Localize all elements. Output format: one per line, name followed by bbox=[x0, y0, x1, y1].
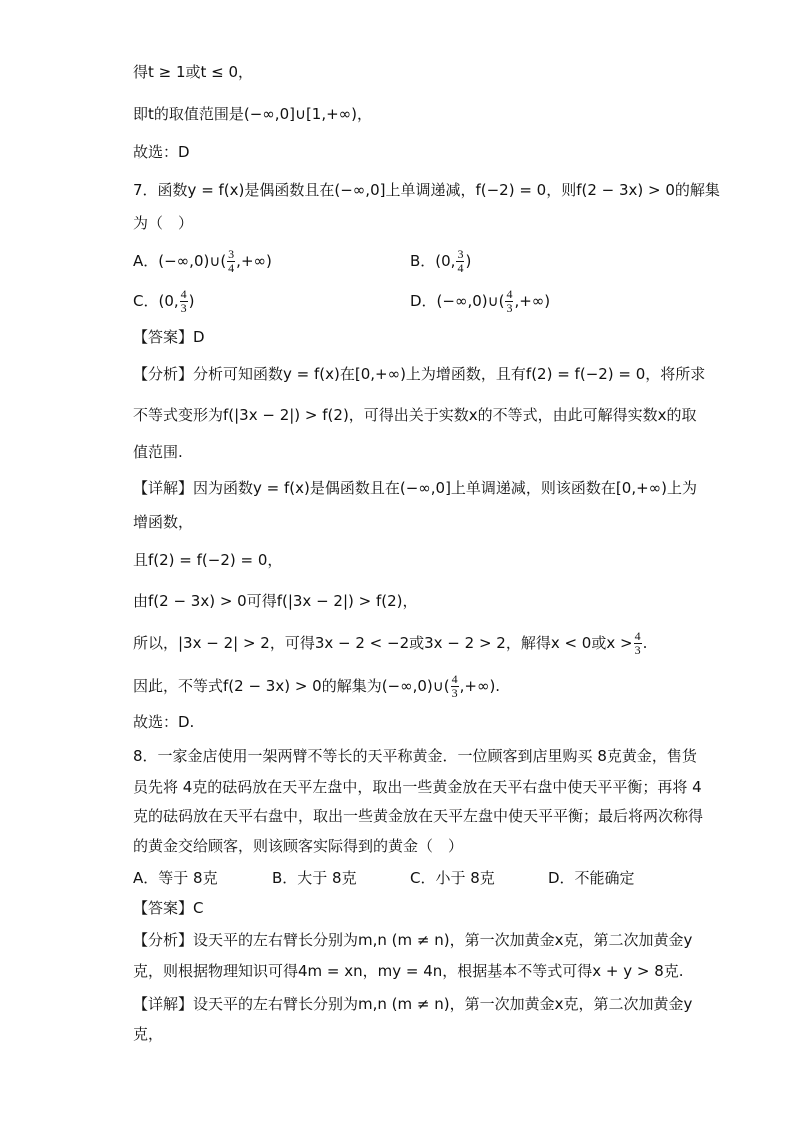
q8-option-d: D．不能确定 bbox=[548, 869, 635, 887]
fraction-numerator: 3 bbox=[228, 247, 235, 261]
q7-answer: 【答案】D bbox=[133, 328, 205, 346]
q7-option-d-pre: D．(−∞,0)∪( bbox=[410, 292, 505, 310]
q8-option-b: B．大于 8克 bbox=[272, 869, 357, 887]
q7-analysis-line-2: 不等式变形为f(|3x − 2|) > f(2)，可得出关于实数x的不等式，由此可解得实数x的取 bbox=[133, 406, 697, 424]
q7-detail-line-6-pre: 因此，不等式f(2 − 3x) > 0的解集为(−∞,0)∪( bbox=[133, 677, 450, 695]
q7-detail-line-5 bbox=[133, 630, 647, 657]
q7-option-d-fraction bbox=[505, 288, 513, 315]
q7-option-a-fraction bbox=[227, 248, 235, 275]
text-line-2: 即t的取值范围是(−∞,0]∪[1,+∞)， bbox=[133, 105, 373, 123]
q8-option-c: C．小于 8克 bbox=[410, 869, 495, 887]
fraction-denominator: 3 bbox=[451, 686, 458, 700]
q8-detail-line-2: 克， bbox=[133, 1025, 164, 1043]
q7-option-a bbox=[133, 248, 272, 275]
q8-option-a: A．等于 8克 bbox=[133, 869, 218, 887]
q7-detail-line-4: 由f(2 − 3x) > 0可得f(|3x − 2|) > f(2)， bbox=[133, 592, 418, 610]
q7-option-c-post: ) bbox=[188, 292, 195, 310]
q7-detail-line-3: 且f(2) = f(−2) = 0， bbox=[133, 551, 283, 569]
fraction-numerator: 4 bbox=[506, 287, 513, 301]
q7-option-b-pre: B．(0, bbox=[410, 252, 456, 270]
fraction-denominator: 3 bbox=[180, 301, 187, 315]
q7-detail-line-2: 增函数， bbox=[133, 513, 194, 531]
text-line-1: 得t ≥ 1或t ≤ 0， bbox=[133, 63, 254, 81]
q7-detail-line-6-fraction bbox=[451, 673, 459, 700]
q7-option-b bbox=[410, 248, 471, 275]
q7-analysis-line-1: 【分析】分析可知函数y = f(x)在[0,+∞)上为增函数，且有f(2) = f(−2) = 0，将所求 bbox=[133, 365, 706, 383]
q8-stem-line-4: 的黄金交给顾客，则该顾客实际得到的黄金（ ） bbox=[133, 837, 464, 855]
q7-option-c-fraction bbox=[180, 288, 188, 315]
q7-option-c bbox=[133, 288, 195, 315]
q7-option-d-post: ,+∞) bbox=[514, 292, 551, 310]
q7-stem-line-1: 7．函数y = f(x)是偶函数且在(−∞,0]上单调递减，f(−2) = 0，则f(2 − 3x) > 0的解集 bbox=[133, 181, 720, 199]
q7-detail-line-5-post: . bbox=[642, 634, 648, 652]
q7-detail-line-5-pre: 所以，|3x − 2| > 2，可得3x − 2 < −2或3x − 2 > 2，解得x < 0或x > bbox=[133, 634, 633, 652]
fraction-numerator: 4 bbox=[180, 287, 187, 301]
q7-detail-line-6-post: ,+∞). bbox=[459, 677, 501, 695]
q8-stem-line-3: 克的砝码放在天平右盘中，取出一些黄金放在天平左盘中使天平平衡；最后将两次称得 bbox=[133, 807, 704, 825]
q7-analysis-line-3: 值范围. bbox=[133, 443, 183, 461]
q7-detail-line-5-fraction bbox=[634, 630, 642, 657]
q8-detail-line-1: 【详解】设天平的左右臂长分别为m,n (m ≠ n)，第一次加黄金x克，第二次加黄金y bbox=[133, 995, 693, 1013]
q7-choose: 故选：D. bbox=[133, 713, 195, 731]
fraction-denominator: 4 bbox=[228, 261, 235, 275]
text-line-3: 故选：D bbox=[133, 143, 190, 161]
fraction-numerator: 3 bbox=[457, 247, 464, 261]
fraction-numerator: 4 bbox=[451, 672, 458, 686]
q8-answer: 【答案】C bbox=[133, 899, 204, 917]
q8-stem-line-2: 员先将 4克的砝码放在天平左盘中，取出一些黄金放在天平右盘中使天平平衡；再将 4 bbox=[133, 778, 702, 796]
q7-option-a-pre: A．(−∞,0)∪( bbox=[133, 252, 227, 270]
q7-detail-line-6 bbox=[133, 673, 500, 700]
q7-option-a-post: ,+∞) bbox=[236, 252, 272, 270]
q7-option-c-pre: C．(0, bbox=[133, 292, 179, 310]
q8-stem-line-1: 8．一家金店使用一架两臂不等长的天平称黄金．一位顾客到店里购买 8克黄金，售货 bbox=[133, 747, 697, 765]
fraction-numerator: 4 bbox=[634, 629, 641, 643]
q7-option-b-post: ) bbox=[465, 252, 472, 270]
q7-option-b-fraction bbox=[456, 248, 464, 275]
q7-detail-line-1: 【详解】因为函数y = f(x)是偶函数且在(−∞,0]上单调递减，则该函数在[0,+∞)上为 bbox=[133, 479, 698, 497]
q8-analysis-line-2: 克，则根据物理知识可得4m = xn，my = 4n，根据基本不等式可得x + y > 8克. bbox=[133, 962, 684, 980]
fraction-denominator: 3 bbox=[634, 643, 641, 657]
fraction-denominator: 4 bbox=[457, 261, 464, 275]
q7-option-d bbox=[410, 288, 550, 315]
fraction-denominator: 3 bbox=[506, 301, 513, 315]
q8-analysis-line-1: 【分析】设天平的左右臂长分别为m,n (m ≠ n)，第一次加黄金x克，第二次加黄金y bbox=[133, 931, 693, 949]
q7-stem-line-2: 为（ ） bbox=[133, 214, 194, 232]
